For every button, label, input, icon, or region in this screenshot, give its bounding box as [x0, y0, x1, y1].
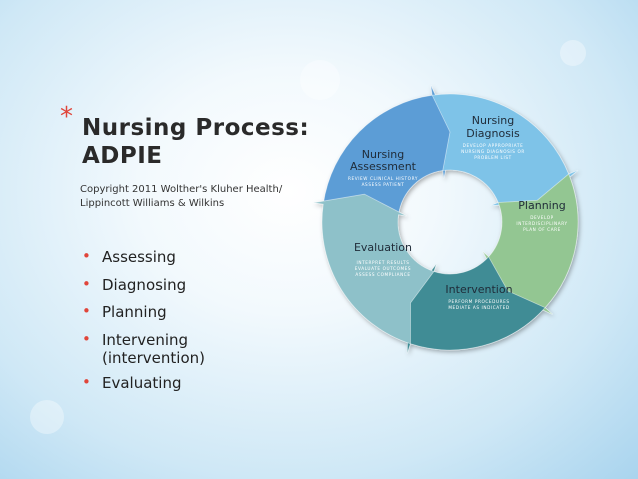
diagnosis-title: Nursing [471, 114, 515, 127]
assessment-subtext: REVIEW CLINICAL HISTORY [348, 176, 418, 181]
bullet-dot: • [82, 302, 91, 320]
copyright-line1: Copyright 2011 Wolther's Kluher Health/ [80, 184, 283, 195]
intervention-subtext: PERFORM PROCEDURES [448, 299, 510, 304]
bullet-text: Planning [102, 303, 167, 321]
assessment-title: Nursing [361, 148, 405, 161]
bullet-dot: • [82, 274, 91, 293]
planning-title: Planning [518, 199, 566, 212]
title-marker: * [60, 102, 73, 132]
intervention-subtext: MEDIATE AS INDICATED [448, 305, 510, 310]
bullet-dot: • [82, 329, 91, 348]
planning-subtext: INTERDISCIPLINARY [516, 221, 568, 226]
diagnosis-title: Diagnosis [466, 127, 520, 140]
evaluation-title: Evaluation [353, 241, 413, 254]
bullet-text: Diagnosing [102, 275, 187, 294]
bullet-text: Intervening [102, 330, 189, 349]
bullet-text: Evaluating [102, 373, 182, 392]
planning-subtext: PLAN OF CARE [523, 227, 561, 232]
diagnosis-subtext: NURSING DIAGNOSIS OR [461, 149, 525, 154]
slide-title-line1: Nursing Process: [82, 115, 310, 141]
evaluation-subtext: INTERPRET RESULTS [356, 260, 410, 265]
slide-title-line2: ADPIE [82, 143, 163, 169]
copyright-line2: Lippincott Williams & Wilkins [80, 198, 225, 209]
bullet-text: Assessing [102, 248, 176, 266]
planning-subtext: DEVELOP [530, 215, 554, 220]
assessment-title: Assessment [350, 160, 416, 173]
diagnosis-subtext: PROBLEM LIST [474, 155, 512, 160]
intervention-title: Intervention [445, 283, 513, 296]
bullet-dot: • [82, 247, 91, 265]
assessment-subtext: ASSESS PATIENT [361, 182, 405, 187]
diagnosis-subtext: DEVELOP APPROPRIATE [462, 143, 524, 148]
evaluation-subtext: ASSESS COMPLIANCE [355, 272, 411, 277]
evaluation-subtext: EVALUATE OUTCOMES [354, 266, 412, 271]
bullet-dot: • [82, 372, 91, 391]
bullet-text-continuation: (intervention) [102, 348, 206, 367]
